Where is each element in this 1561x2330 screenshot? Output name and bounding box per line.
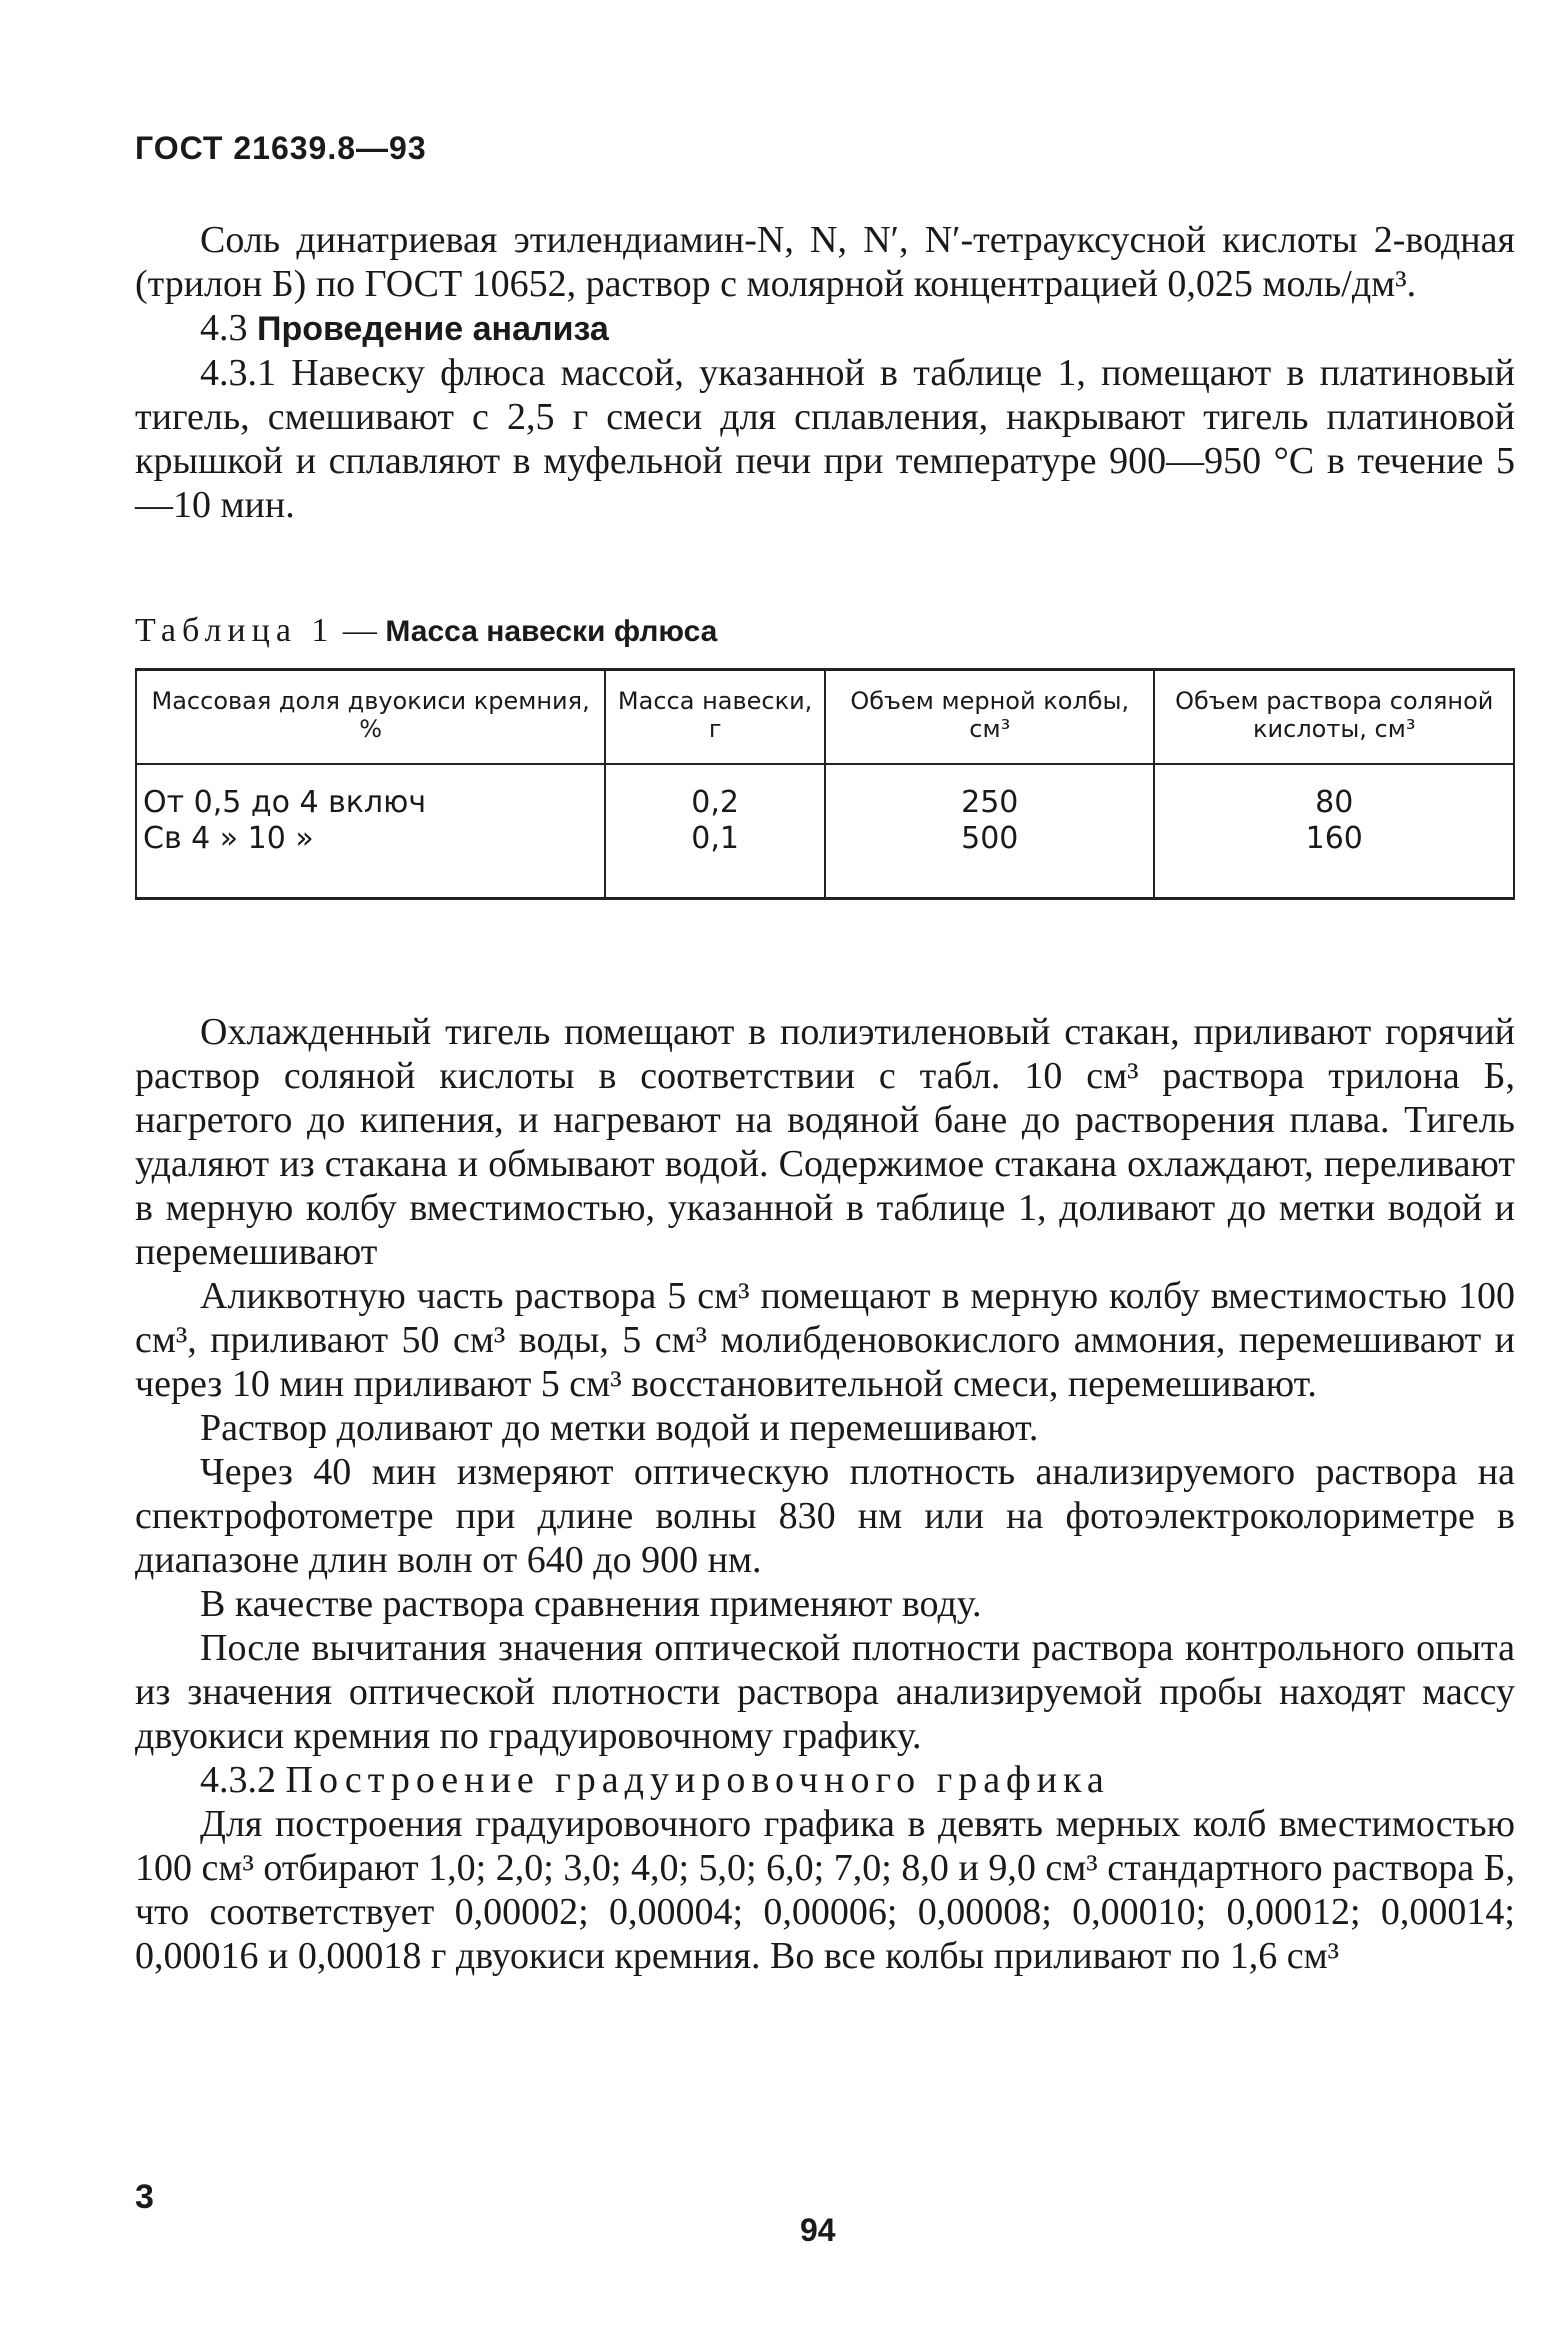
table-cell-text: 500	[961, 821, 1019, 856]
document-header: ГОСТ 21639.8—93	[135, 130, 427, 166]
paragraph-measure: Через 40 мин измеряют оптическую плотность анализируемого раствора на спектрофотометре при длине волны 830 нм или на фотоэлектроколориметре в диапазоне длин волн от 640 до 900 нм.	[135, 1451, 1515, 1581]
section-title: Проведение анализа	[257, 310, 609, 348]
table-cell-flask	[825, 764, 1154, 899]
paragraph-subtraction: После вычитания значения оптической плотности раствора контрольного опыта из значения оптической плотности раствора анализируемой пробы находят массу двуокиси кремния по градуировочному графику.	[135, 1627, 1515, 1757]
body-text-block	[135, 1010, 1515, 1978]
paragraph-4-3-2: Для построения градуировочного графика в девять мерных колб вместимостью 100 см³ отбирают 1,0; 2,0; 3,0; 4,0; 5,0; 6,0; 7,0; 8,0 и 9,0 см³ стандартного раствора Б, что соответствует 0,00002; 0,00004; 0,00006; 0,00008; 0,00010; 0,00012; 0,00014; 0,00016 и 0,00018 г двуокиси кремния. Во все колбы приливают по 1,6 см³	[135, 1803, 1515, 1977]
table-label: Таблица 1	[135, 612, 335, 649]
table-cell-acid	[1154, 764, 1514, 899]
paragraph-aliquot: Аликвотную часть раствора 5 см³ помещают в мерную колбу вместимостью 100 см³, приливают 50 см³ воды, 5 см³ молибденовокислого аммония, перемешивают и через 10 мин приливают 5 см³ восстановительной смеси, перемешивают.	[135, 1275, 1515, 1405]
table-header-row	[136, 670, 1514, 765]
section-number: 4.3.2	[200, 1759, 276, 1801]
paragraph-trilon: Соль динатриевая этилендиамин-N, N, N′, N′-тетрауксусной кислоты 2-водная (трилон Б) по ГОСТ 10652, раствор с молярной концентрацией 0,025 моль/дм³.	[135, 219, 1515, 305]
paragraph-4-3-1: 4.3.1 Навеску флюса массой, указанной в таблице 1, помещают в платиновый тигель, смешивают с 2,5 г смеси для сплавления, накрывают тигель платиновой крышкой и сплавляют в муфельной печи при температуре 900—950 °С в течение 5—10 мин.	[135, 352, 1515, 526]
section-4-3-heading	[135, 306, 1515, 351]
paragraph-cooling: Охлажденный тигель помещают в полиэтиленовый стакан, приливают горячий раствор соляной кислоты в соответствии с табл. 10 см³ раствора трилона Б, нагретого до кипения, и нагревают на водяной бане до растворения плава. Тигель удаляют из стакана и обмывают водой. Содержимое стакана охлаждают, переливают в мерную колбу вместимостью, указанной в таблице 1, доливают до метки водой и перемешивают	[135, 1011, 1515, 1273]
table-caption	[135, 612, 717, 650]
table-cell-mass	[605, 764, 825, 899]
table-cell-range	[136, 764, 605, 899]
mass-table	[135, 668, 1515, 900]
paragraph-reference: В качестве раствора сравнения применяют воду.	[200, 1583, 982, 1625]
table-cell-text: 80	[1315, 785, 1354, 820]
section-title: Построение градуировочного графика	[285, 1759, 1110, 1801]
paragraph-dilute: Раствор доливают до метки водой и перемешивают.	[200, 1407, 1039, 1449]
table-cell-text: 0,2	[691, 785, 739, 820]
table-dash: —	[334, 612, 386, 649]
section-4-3-2-heading	[135, 1758, 1515, 1802]
table-title: Масса навески флюса	[385, 615, 718, 648]
footer-mark: 3	[135, 2178, 154, 2216]
page-number: 94	[800, 2212, 836, 2248]
table-cell-text: Св 4 » 10 »	[143, 821, 314, 856]
table-header-cell: Масса навески, г	[605, 670, 825, 765]
section-number: 4.3	[200, 307, 248, 349]
table-header-cell: Объем мерной колбы, см³	[825, 670, 1154, 765]
table-header-cell: Объем раствора соляной кислоты, см³	[1154, 670, 1514, 765]
table-cell-text: 160	[1305, 821, 1363, 856]
table-cell-text: 250	[961, 785, 1019, 820]
table-row	[136, 764, 1514, 899]
table-cell-text: 0,1	[691, 821, 739, 856]
table-cell-text: От 0,5 до 4 включ	[143, 785, 427, 820]
top-text-block	[135, 218, 1515, 527]
table-header-cell: Массовая доля двуокиси кремния, %	[136, 670, 605, 765]
